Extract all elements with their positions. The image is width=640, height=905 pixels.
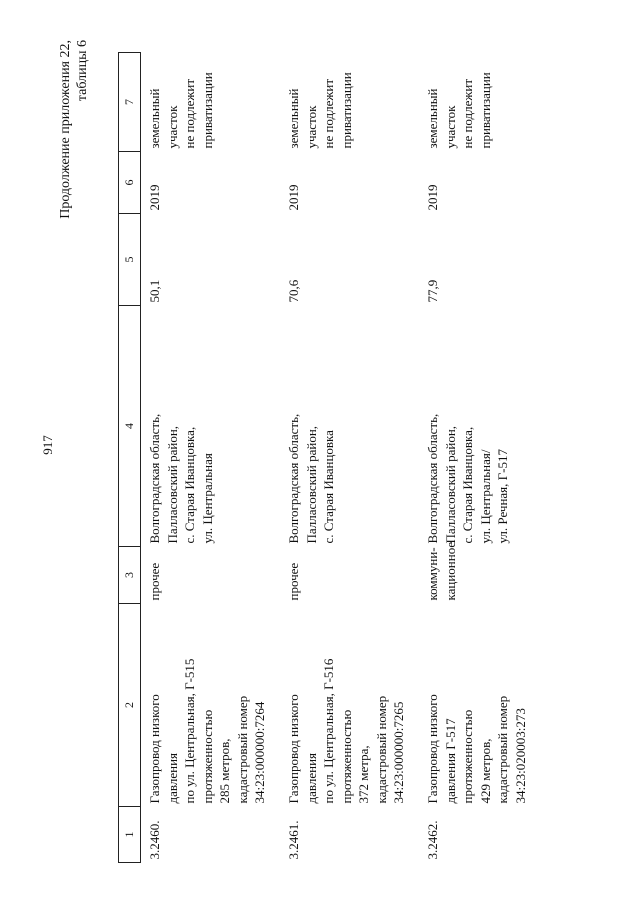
cell-line: участок bbox=[303, 105, 319, 149]
table-caption bbox=[57, 40, 91, 230]
page-number: 917 bbox=[40, 435, 55, 455]
cell-line: 372 метра, bbox=[356, 745, 371, 804]
cell-line: Палласовский район, bbox=[164, 425, 180, 544]
cell-line: кадастровый номер bbox=[234, 695, 250, 804]
cell-address bbox=[141, 306, 281, 547]
cell-number: 3.2462. bbox=[425, 820, 440, 860]
cell-line: 34:23:000000:7264 bbox=[252, 701, 267, 804]
cell-year: 2019 bbox=[147, 184, 162, 211]
cell-line: по ул. Центральная, Г-515 bbox=[182, 658, 197, 804]
cell-line: приватизации bbox=[338, 72, 354, 149]
cell-address bbox=[419, 306, 558, 547]
cell-line: протяженностью bbox=[199, 709, 215, 804]
cell-line: Газопровод низкого bbox=[286, 694, 301, 804]
table-row bbox=[141, 53, 281, 863]
cell-value: 70,6 bbox=[286, 279, 301, 303]
cell-category bbox=[141, 547, 281, 604]
cell-year: 2019 bbox=[425, 184, 440, 211]
cell-line: 34:23:000000:7265 bbox=[391, 701, 406, 804]
column-header: 3 bbox=[119, 547, 141, 604]
cell-line: не подлежит bbox=[182, 78, 197, 149]
cell-year: 2019 bbox=[286, 184, 301, 211]
cell-note bbox=[419, 53, 558, 152]
cell-line: по ул. Центральная, Г-516 bbox=[321, 658, 336, 804]
column-header: 2 bbox=[119, 604, 141, 807]
column-header: 5 bbox=[119, 214, 141, 306]
cell-line: протяженностью bbox=[338, 709, 354, 804]
column-header: 7 bbox=[119, 53, 141, 152]
cell-line: 34:23:020003:273 bbox=[512, 708, 528, 804]
cell-name bbox=[141, 604, 281, 807]
cell-line: Газопровод низкого bbox=[147, 694, 162, 804]
cell-line: кадастровый номер bbox=[373, 695, 389, 804]
cell-line: кационное bbox=[442, 541, 458, 601]
cell-line: не подлежит bbox=[321, 78, 336, 149]
cell-line: с. Старая Иванцовка, bbox=[182, 426, 197, 544]
cell-line: давления Г-517 bbox=[442, 718, 458, 804]
cell-address bbox=[280, 306, 419, 547]
cell-line: давления bbox=[164, 752, 180, 804]
cell-line: земельный bbox=[147, 88, 162, 149]
column-header: 6 bbox=[119, 152, 141, 214]
cell-name bbox=[419, 604, 558, 807]
cell-category bbox=[280, 547, 419, 604]
cell-line: 429 метров, bbox=[477, 738, 493, 804]
cell-line: ул. Речная, Г-517 bbox=[495, 448, 510, 544]
cell-note bbox=[280, 53, 419, 152]
cell-line: кадастровый номер bbox=[495, 695, 510, 804]
table-row bbox=[280, 53, 419, 863]
cell-category bbox=[419, 541, 558, 604]
cell-line: прочее bbox=[147, 562, 162, 601]
cell-line: Волгоградская область, bbox=[286, 413, 301, 544]
cell-line: ул. Центральная bbox=[199, 453, 215, 544]
cell-line: коммуни- bbox=[425, 547, 440, 601]
property-table bbox=[118, 52, 558, 863]
column-header: 1 bbox=[119, 807, 141, 863]
cell-line: с. Старая Иванцовка bbox=[321, 430, 336, 544]
caption-line: Продолжение приложения 22, bbox=[58, 40, 73, 219]
cell-line: с. Старая Иванцовка, bbox=[460, 426, 475, 544]
cell-note bbox=[141, 53, 281, 152]
cell-line: Палласовский район, bbox=[442, 425, 458, 544]
cell-line: земельный bbox=[286, 88, 301, 149]
caption-line: таблицы 6 bbox=[75, 40, 90, 102]
cell-line: давления bbox=[303, 752, 319, 804]
cell-line: 285 метров, bbox=[217, 738, 232, 804]
cell-line: Волгоградская область, bbox=[425, 413, 440, 544]
cell-number: 3.2460. bbox=[147, 820, 162, 860]
cell-line: участок bbox=[442, 105, 458, 149]
cell-line: приватизации bbox=[477, 72, 493, 149]
column-header: 4 bbox=[119, 306, 141, 547]
cell-line: протяженностью bbox=[460, 709, 475, 804]
cell-line: Палласовский район, bbox=[303, 425, 319, 544]
cell-line: участок bbox=[164, 105, 180, 149]
cell-value: 77,9 bbox=[425, 279, 440, 303]
cell-line: не подлежит bbox=[460, 78, 475, 149]
cell-line: земельный bbox=[425, 88, 440, 149]
header-row bbox=[119, 53, 141, 863]
cell-value: 50,1 bbox=[147, 279, 162, 303]
cell-name bbox=[280, 604, 419, 807]
cell-number: 3.2461. bbox=[286, 820, 301, 860]
cell-line: Газопровод низкого bbox=[425, 694, 440, 804]
cell-line: приватизации bbox=[199, 72, 215, 149]
cell-line: прочее bbox=[286, 562, 301, 601]
cell-line: Волгоградская область, bbox=[147, 413, 162, 544]
cell-line: ул. Центральная/ bbox=[477, 449, 493, 544]
table-row bbox=[419, 53, 558, 863]
